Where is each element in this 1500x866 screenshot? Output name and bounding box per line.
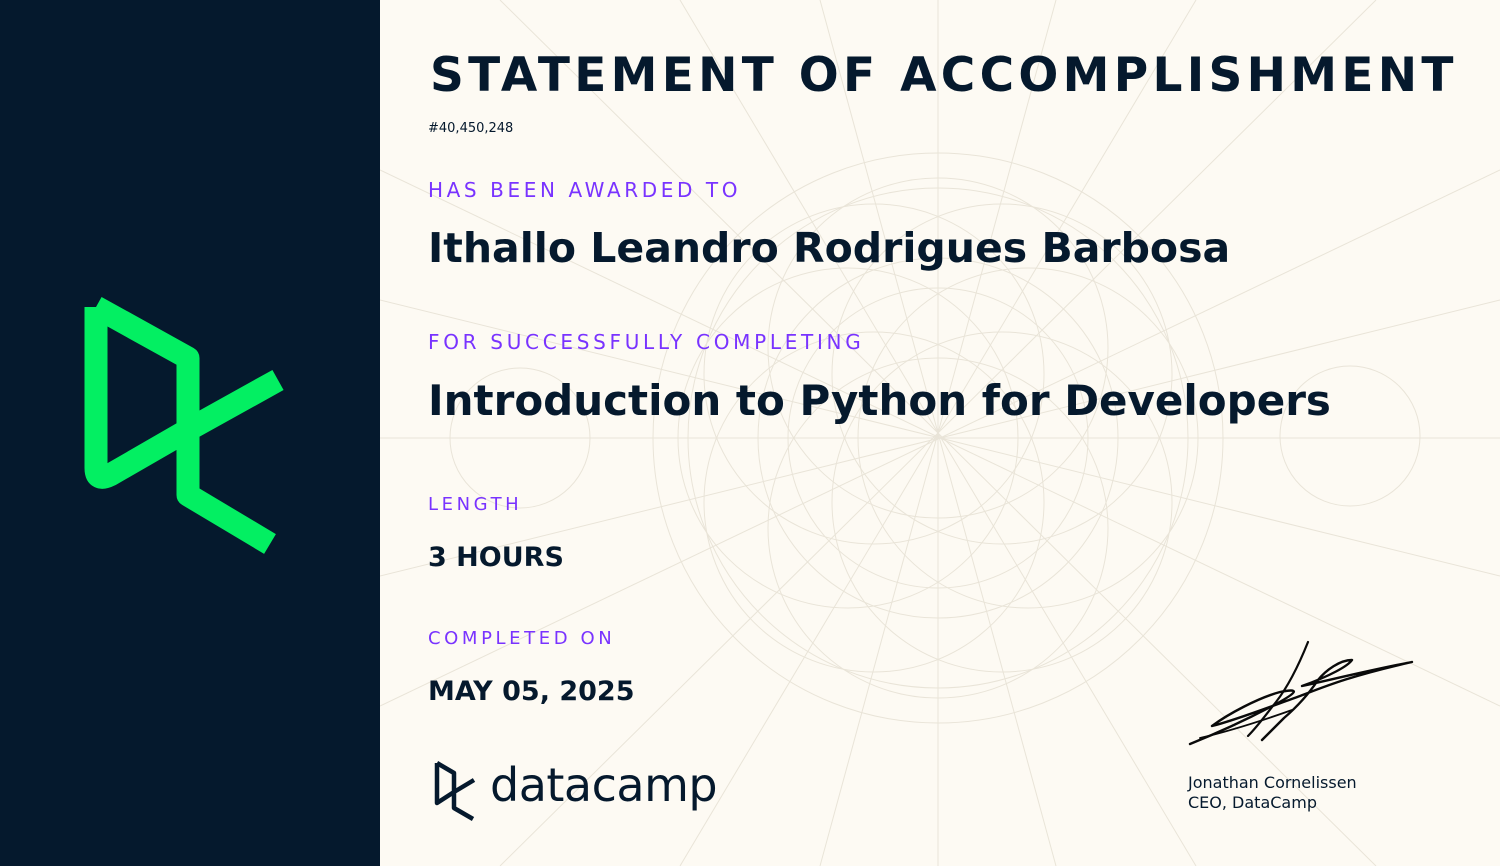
signer-name: Jonathan Cornelissen bbox=[1188, 773, 1357, 792]
certificate-title: STATEMENT OF ACCOMPLISHMENT bbox=[430, 48, 1458, 103]
completed-date: MAY 05, 2025 bbox=[428, 676, 635, 707]
signature-icon bbox=[1180, 640, 1420, 760]
signer-title: CEO, DataCamp bbox=[1188, 793, 1317, 812]
course-title: Introduction to Python for Developers bbox=[428, 376, 1331, 425]
awarded-label: HAS BEEN AWARDED TO bbox=[428, 178, 742, 202]
length-value: 3 HOURS bbox=[428, 542, 564, 573]
certificate-id: #40,450,248 bbox=[428, 121, 514, 136]
completed-label: COMPLETED ON bbox=[428, 628, 616, 649]
datacamp-logo-icon bbox=[0, 0, 380, 866]
length-label: LENGTH bbox=[428, 494, 523, 515]
datacamp-footer-logo-icon bbox=[432, 758, 496, 822]
recipient-name: Ithallo Leandro Rodrigues Barbosa bbox=[428, 224, 1231, 272]
completing-label: FOR SUCCESSFULLY COMPLETING bbox=[428, 330, 865, 354]
datacamp-wordmark: datacamp bbox=[490, 758, 718, 812]
